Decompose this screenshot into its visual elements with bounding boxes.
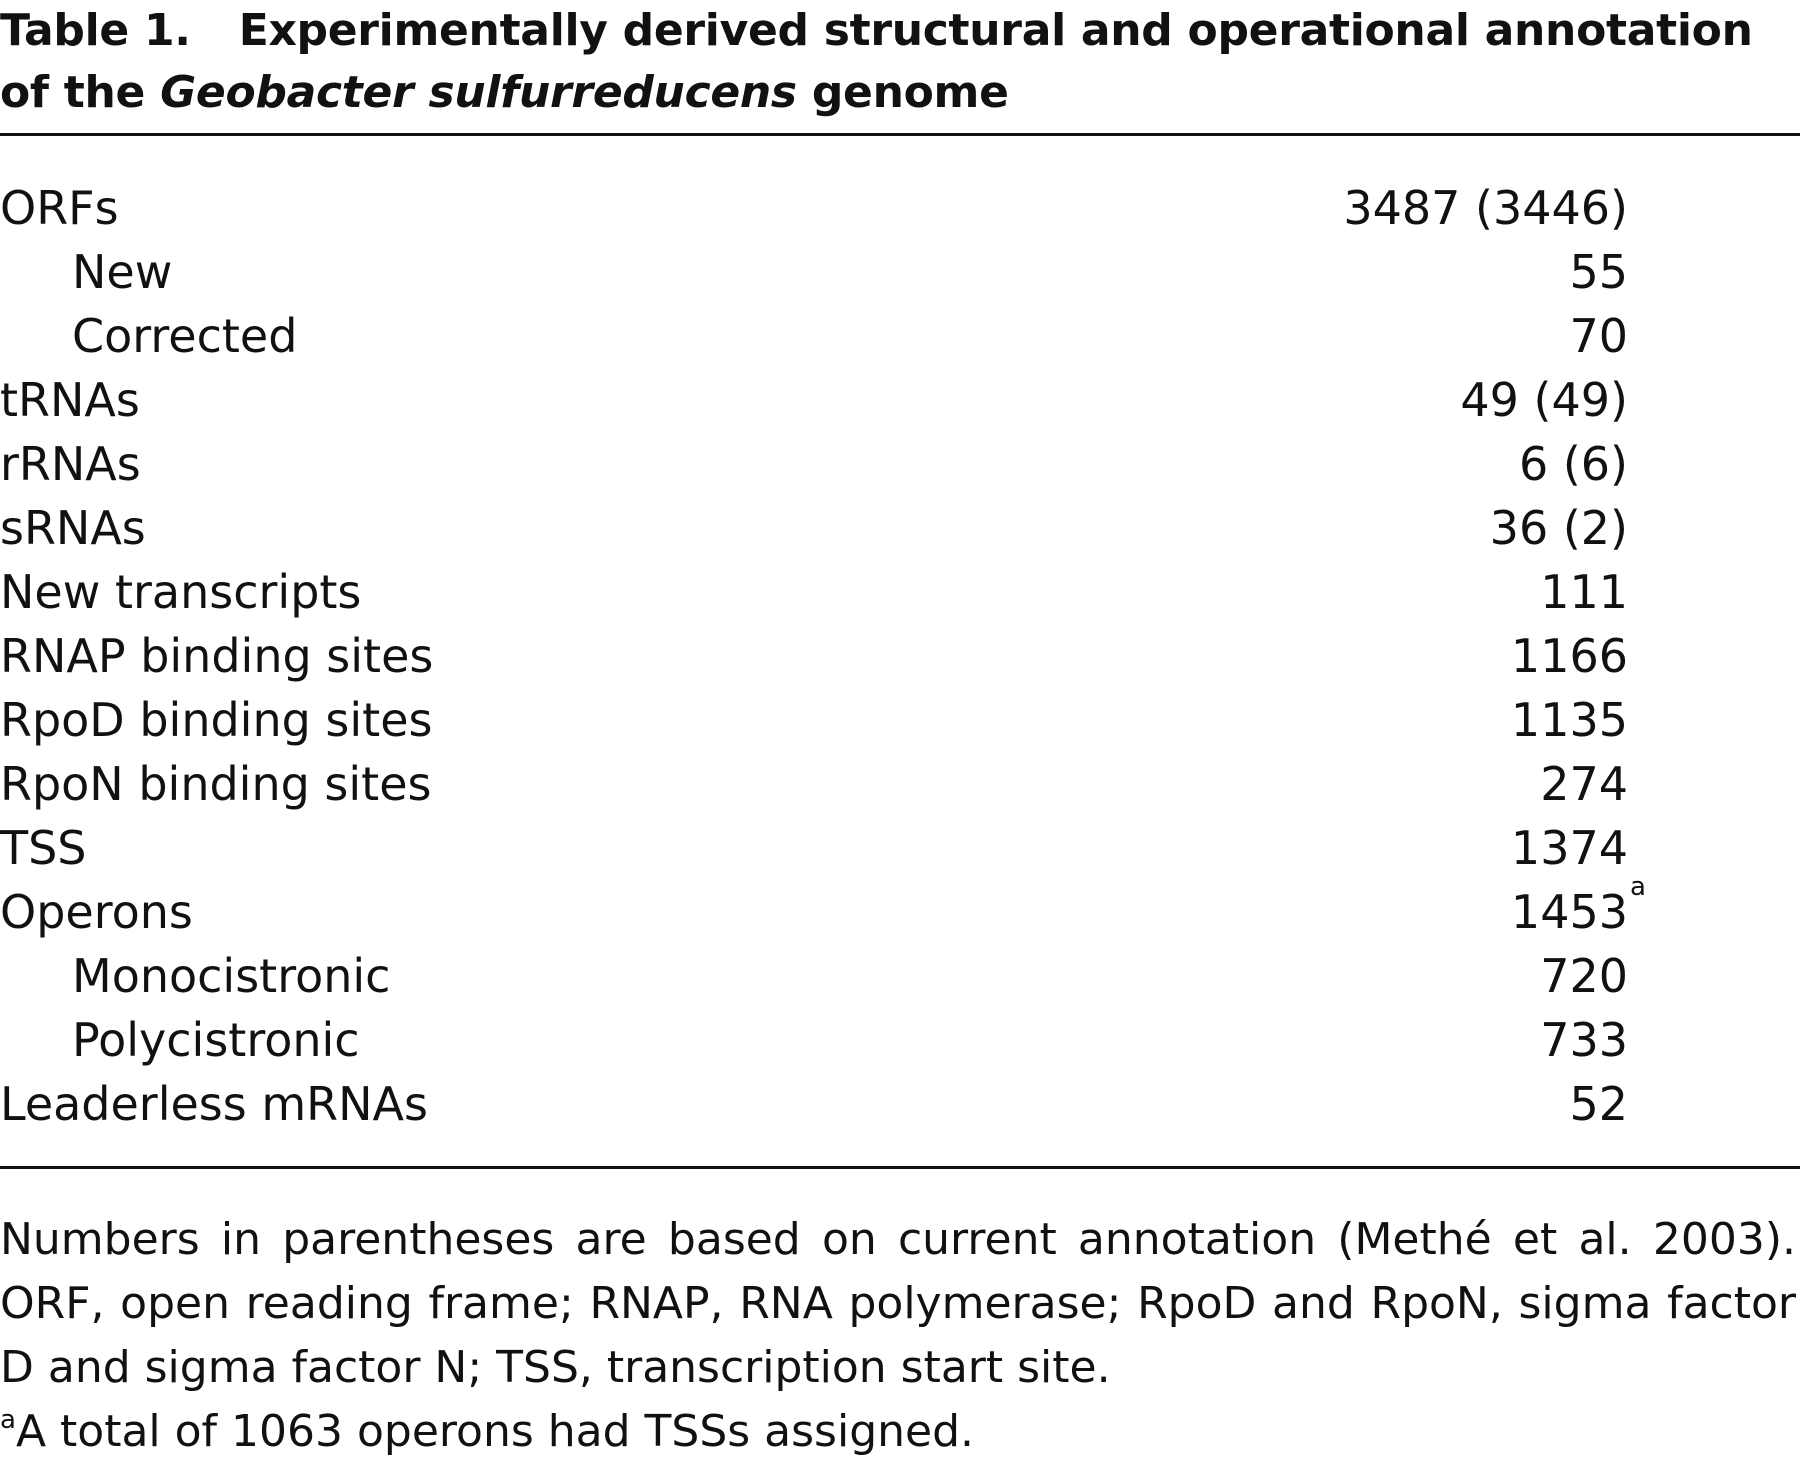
- row-value: [1540, 1008, 1628, 1072]
- row-value: [1510, 872, 1646, 944]
- table-row: [0, 368, 1800, 432]
- table-row: [0, 176, 1800, 240]
- row-value: [1511, 816, 1628, 880]
- row-value: [1519, 432, 1628, 496]
- table-row: [0, 688, 1800, 752]
- row-value-text: 3487 (3446): [1343, 181, 1628, 235]
- table-row: [0, 304, 1800, 368]
- row-label: RNAP binding sites: [0, 629, 434, 683]
- row-value: [1569, 240, 1628, 304]
- footnote-text: Numbers in parentheses are based on current annotation (Methé et al. 2003). ORF, open reading frame; RNAP, RNA polymerase; RpoD and RpoN, sigma factor D and sigma factor N; TSS, transcription start site.: [0, 1214, 1796, 1393]
- row-label: New transcripts: [0, 565, 362, 619]
- row-value: [1540, 560, 1628, 624]
- row-label: sRNAs: [0, 501, 146, 555]
- caption-species-name: Geobacter sulfurreducens: [160, 67, 797, 118]
- row-value-text: 1374: [1510, 821, 1628, 875]
- row-value-text: 52: [1569, 1077, 1628, 1131]
- row-label: tRNAs: [0, 373, 140, 427]
- row-label: ORFs: [0, 181, 119, 235]
- row-value: [1569, 304, 1628, 368]
- row-value: [1540, 944, 1628, 1008]
- row-label: RpoN binding sites: [0, 757, 432, 811]
- table-row: [0, 1008, 1800, 1072]
- table-row: [0, 872, 1800, 944]
- row-label: New: [72, 245, 173, 299]
- table-row: [0, 496, 1800, 560]
- row-value: [1460, 368, 1628, 432]
- row-value-text: 111: [1540, 565, 1628, 619]
- top-rule: [0, 133, 1800, 136]
- row-value-text: 55: [1569, 245, 1628, 299]
- footnote-a-text: A total of 1063 operons had TSSs assigned.: [15, 1406, 974, 1457]
- row-label: Monocistronic: [72, 949, 391, 1003]
- row-value-text: 1453: [1510, 885, 1628, 939]
- footnote-a-marker: a: [0, 1405, 16, 1435]
- row-value-text: 6 (6): [1518, 437, 1628, 491]
- row-value: [1540, 752, 1628, 816]
- table-row: [0, 624, 1800, 688]
- table-row: [0, 432, 1800, 496]
- row-value: [1343, 176, 1628, 240]
- row-value-text: 1166: [1510, 629, 1628, 683]
- bottom-rule: [0, 1166, 1800, 1169]
- table-container: [0, 0, 1800, 124]
- caption-title-part1: Experimentally derived structural and operational annotation of the: [0, 5, 1753, 118]
- row-label: Leaderless mRNAs: [0, 1077, 428, 1131]
- row-value-text: 733: [1540, 1013, 1628, 1067]
- table-row: [0, 240, 1800, 304]
- table-footnotes: [0, 1208, 1796, 1464]
- table-body: [0, 176, 1800, 1136]
- row-value: [1511, 624, 1628, 688]
- row-label: Polycistronic: [72, 1013, 360, 1067]
- row-label: Corrected: [72, 309, 298, 363]
- row-value: [1569, 1072, 1628, 1136]
- row-value-text: 720: [1540, 949, 1628, 1003]
- table-row: [0, 1072, 1800, 1136]
- row-value-footnote-marker: a: [1630, 872, 1646, 902]
- table-row: [0, 752, 1800, 816]
- row-value-text: 70: [1569, 309, 1628, 363]
- row-label: rRNAs: [0, 437, 141, 491]
- row-label: Operons: [0, 885, 193, 939]
- table-row: [0, 560, 1800, 624]
- row-value-text: 36 (2): [1489, 501, 1628, 555]
- row-value: [1490, 496, 1628, 560]
- row-value-text: 1135: [1510, 693, 1628, 747]
- row-value: [1511, 688, 1628, 752]
- row-label: RpoD binding sites: [0, 693, 433, 747]
- caption-title-part2: genome: [796, 67, 1009, 118]
- table-row: [0, 816, 1800, 880]
- row-value-text: 49 (49): [1460, 373, 1628, 427]
- row-label: TSS: [0, 821, 87, 875]
- row-value-text: 274: [1540, 757, 1628, 811]
- table-label: Table 1.: [0, 5, 191, 56]
- table-row: [0, 944, 1800, 1008]
- footnote-a: [0, 1400, 1796, 1464]
- table-caption: [0, 0, 1800, 124]
